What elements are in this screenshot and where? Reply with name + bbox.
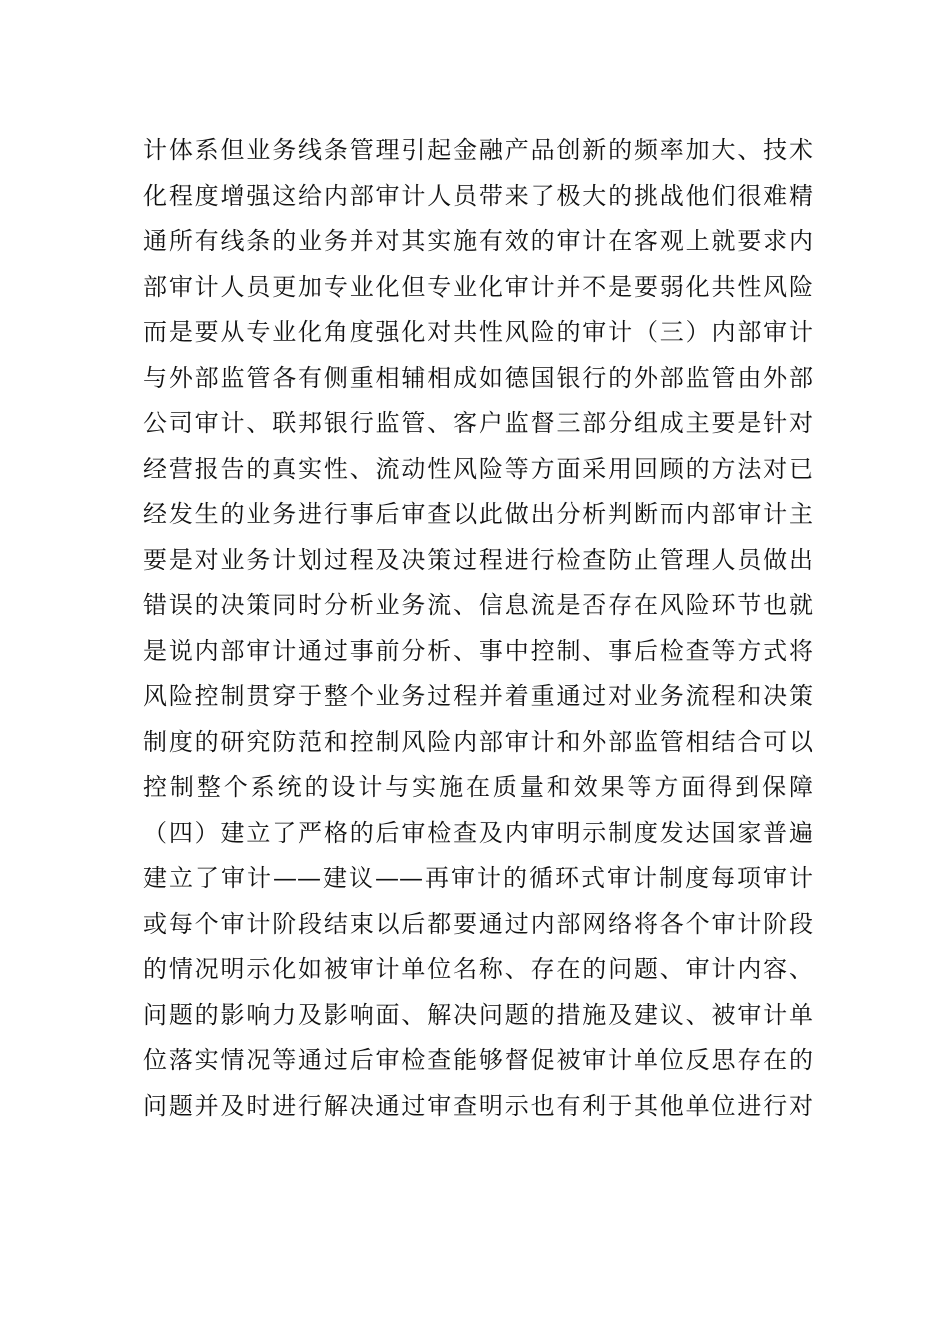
text-line: 经营报告的真实性、流动性风险等方面采用回顾的方法对已 (143, 454, 813, 483)
body-paragraph (143, 128, 813, 1129)
text-line: 而是要从专业化角度强化对共性风险的审计（三）内部审计 (143, 318, 813, 346)
text-line: （四）建立了严格的后审检查及内审明示制度发达国家普遍 (143, 818, 813, 847)
text-line: 错误的决策同时分析业务流、信息流是否存在风险环节也就 (143, 591, 813, 619)
text-line: 控制整个系统的设计与实施在质量和效果等方面得到保障 (143, 773, 813, 801)
text-line: 问题的影响力及影响面、解决问题的措施及建议、被审计单 (143, 1000, 813, 1029)
text-line: 风险控制贯穿于整个业务过程并着重通过对业务流程和决策 (143, 682, 813, 710)
text-line: 制度的研究防范和控制风险内部审计和外部监管相结合可以 (143, 727, 813, 756)
text-line: 化程度增强这给内部审计人员带来了极大的挑战他们很难精 (143, 181, 813, 210)
text-line: 经发生的业务进行事后审查以此做出分析判断而内部审计主 (143, 500, 813, 528)
text-line: 通所有线条的业务并对其实施有效的审计在客观上就要求内 (143, 227, 813, 255)
text-line: 或每个审计阶段结束以后都要通过内部网络将各个审计阶段 (143, 909, 813, 938)
text-line: 位落实情况等通过后审检查能够督促被审计单位反思存在的 (143, 1046, 813, 1074)
text-line: 与外部监管各有侧重相辅相成如德国银行的外部监管由外部 (143, 363, 813, 392)
text-line: 建立了审计——建议——再审计的循环式审计制度每项审计 (143, 864, 813, 892)
text-line: 的情况明示化如被审计单位名称、存在的问题、审计内容、 (143, 955, 813, 983)
text-line: 计体系但业务线条管理引起金融产品创新的频率加大、技术 (143, 136, 813, 164)
text-line: 问题并及时进行解决通过审查明示也有利于其他单位进行对 (143, 1091, 813, 1120)
text-line: 要是对业务计划过程及决策过程进行检查防止管理人员做出 (143, 545, 813, 574)
text-line: 部审计人员更加专业化但专业化审计并不是要弱化共性风险 (143, 272, 813, 301)
text-line: 公司审计、联邦银行监管、客户监督三部分组成主要是针对 (143, 409, 813, 437)
text-line: 是说内部审计通过事前分析、事中控制、事后检查等方式将 (143, 636, 813, 665)
